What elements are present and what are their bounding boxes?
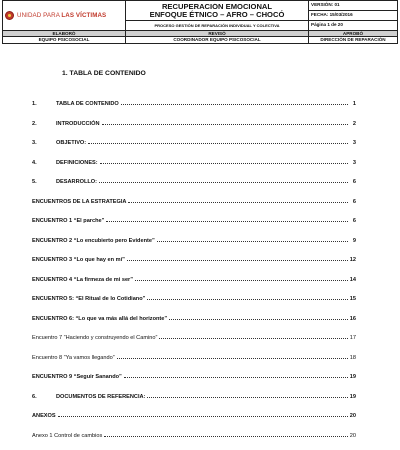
date-label: FECHA: 15/03/2016 bbox=[308, 11, 397, 21]
toc-entry-page: 17 bbox=[349, 335, 356, 341]
toc-dot-leader bbox=[147, 396, 347, 398]
toc-entry-label: ENCUENTRO 4 “La firmeza de mi ser” bbox=[32, 276, 134, 283]
toc-entry-number: 4. bbox=[32, 159, 37, 166]
toc-entry[interactable] bbox=[32, 234, 356, 244]
toc-entry[interactable] bbox=[32, 175, 356, 185]
document-title-line-1: RECUPERACIÓN EMOCIONAL bbox=[161, 2, 273, 11]
toc-dot-leader bbox=[117, 357, 348, 359]
toc-entry-label: OBJETIVO: bbox=[56, 140, 87, 146]
toc-dot-leader bbox=[127, 259, 348, 261]
toc-dot-leader bbox=[128, 201, 348, 203]
toc-entry-label: Encuentro 7 “Haciendo y construyendo el Camino” bbox=[32, 335, 158, 341]
toc-dot-leader bbox=[135, 279, 348, 281]
toc-entry-label: ENCUENTRO 3 “Lo que hay en mí” bbox=[32, 257, 125, 263]
toc-entry-label: Encuentro 8 “Ya vamos llegando” bbox=[32, 354, 115, 361]
toc-dot-leader bbox=[100, 162, 348, 164]
elaboro-value: EQUIPO PSICOSOCIAL bbox=[3, 37, 126, 44]
toc-entry-page: 20 bbox=[349, 413, 356, 419]
toc-entry[interactable] bbox=[32, 273, 356, 283]
table-of-contents bbox=[32, 97, 356, 448]
toc-entry-number: 5. bbox=[32, 179, 37, 185]
meta-cell bbox=[309, 1, 398, 31]
toc-entry-page: 19 bbox=[349, 393, 356, 400]
toc-entry-label: INTRODUCCIÓN bbox=[56, 120, 100, 127]
toc-entry-page: 15 bbox=[349, 296, 356, 302]
logo-cell bbox=[3, 1, 126, 31]
toc-entry[interactable] bbox=[32, 117, 356, 127]
toc-entry[interactable] bbox=[32, 214, 356, 224]
logo bbox=[5, 11, 123, 20]
toc-entry-page: 16 bbox=[349, 315, 356, 322]
toc-entry-label: ANEXOS bbox=[32, 413, 56, 419]
toc-entry[interactable] bbox=[32, 390, 356, 400]
toc-entry-page: 19 bbox=[349, 374, 356, 380]
toc-entry[interactable] bbox=[32, 156, 356, 166]
toc-entry-page: 3 bbox=[352, 140, 356, 146]
toc-entry-page: 2 bbox=[352, 120, 356, 127]
toc-entry-number: 1. bbox=[32, 101, 37, 107]
toc-entry[interactable] bbox=[32, 195, 356, 205]
process-name: PROCESO GESTIÓN DE REPARACIÓN INDIVIDUAL Y COLECTIVA bbox=[126, 21, 309, 31]
section-title: 1. TABLA DE CONTENIDO bbox=[62, 70, 146, 77]
toc-entry[interactable] bbox=[32, 351, 356, 361]
toc-entry-page: 6 bbox=[352, 179, 356, 185]
toc-dot-leader bbox=[102, 123, 348, 125]
toc-dot-leader bbox=[99, 181, 348, 183]
toc-dot-leader bbox=[106, 220, 348, 222]
toc-entry-label: ENCUENTRO 2 “Lo encubierto pero Evidente” bbox=[32, 237, 155, 244]
document-header bbox=[2, 0, 398, 44]
toc-entry-page: 14 bbox=[349, 276, 356, 283]
reviso-value: COORDINADOR EQUIPO PSICOSOCIAL bbox=[126, 37, 309, 44]
toc-entry-page: 18 bbox=[349, 354, 356, 361]
toc-dot-leader bbox=[147, 298, 347, 300]
toc-dot-leader bbox=[104, 435, 347, 437]
toc-entry-label: DOCUMENTOS DE REFERENCIA: bbox=[56, 393, 146, 400]
toc-entry-label: ENCUENTROS DE LA ESTRATEGIA bbox=[32, 198, 127, 205]
toc-entry-page: 12 bbox=[349, 257, 356, 263]
toc-dot-leader bbox=[121, 103, 348, 105]
toc-entry[interactable] bbox=[32, 253, 356, 263]
toc-entry-number: 2. bbox=[32, 120, 37, 127]
document-title-line-2: ENFOQUE ÉTNICO – AFRO – CHOCÓ bbox=[149, 9, 285, 19]
toc-dot-leader bbox=[124, 376, 348, 378]
toc-entry-number: 6. bbox=[32, 393, 37, 400]
toc-entry-page: 20 bbox=[349, 432, 356, 439]
reviso-header: REVISÓ bbox=[126, 31, 309, 37]
toc-dot-leader bbox=[157, 240, 348, 242]
aprobo-value: DIRECCIÓN DE REPARACIÓN bbox=[309, 37, 398, 44]
title-cell bbox=[126, 1, 309, 21]
logo-emblem-icon bbox=[5, 11, 14, 20]
toc-entry-label: DEFINICIONES: bbox=[56, 159, 98, 166]
toc-entry-page: 1 bbox=[352, 101, 356, 107]
toc-entry[interactable] bbox=[32, 331, 356, 341]
toc-dot-leader bbox=[88, 142, 348, 144]
toc-dot-leader bbox=[58, 415, 348, 417]
toc-entry[interactable] bbox=[32, 370, 356, 380]
toc-entry-label: TABLA DE CONTENIDO bbox=[56, 101, 119, 107]
page-number-label: Página 1 de 20 bbox=[311, 22, 343, 28]
toc-entry-page: 9 bbox=[352, 237, 356, 244]
aprobo-header: APROBÓ bbox=[309, 31, 398, 37]
toc-entry-label: DESARROLLO: bbox=[56, 179, 98, 185]
toc-entry-label: ENCUENTRO 6: “Lo que va más allá del horizonte” bbox=[32, 315, 168, 322]
toc-entry-label: ENCUENTRO 5: “El Ritual de lo Cotidiano” bbox=[32, 296, 146, 302]
toc-entry[interactable] bbox=[32, 292, 356, 302]
toc-entry[interactable] bbox=[32, 97, 356, 107]
toc-entry-label: ENCUENTRO 9 “Seguir Sanando” bbox=[32, 374, 122, 380]
toc-dot-leader bbox=[169, 318, 348, 320]
toc-entry-page: 6 bbox=[352, 198, 356, 205]
elaboro-header: ELABORÓ bbox=[3, 31, 126, 37]
toc-entry-label: Anexo 1 Control de cambios bbox=[32, 432, 103, 439]
toc-entry[interactable] bbox=[32, 312, 356, 322]
logo-text-main: LAS VÍCTIMAS bbox=[61, 12, 107, 19]
toc-entry[interactable] bbox=[32, 429, 356, 439]
logo-text-pre: UNIDAD PARA bbox=[17, 12, 62, 19]
version-label: VERSIÓN: 01 bbox=[308, 1, 397, 11]
toc-entry-page: 6 bbox=[352, 218, 356, 224]
toc-entry-label: ENCUENTRO 1 “El parche” bbox=[32, 218, 105, 224]
toc-entry-page: 3 bbox=[352, 159, 356, 166]
toc-entry[interactable] bbox=[32, 136, 356, 146]
toc-dot-leader bbox=[159, 337, 347, 339]
toc-entry-number: 3. bbox=[32, 140, 37, 146]
toc-entry[interactable] bbox=[32, 409, 356, 419]
